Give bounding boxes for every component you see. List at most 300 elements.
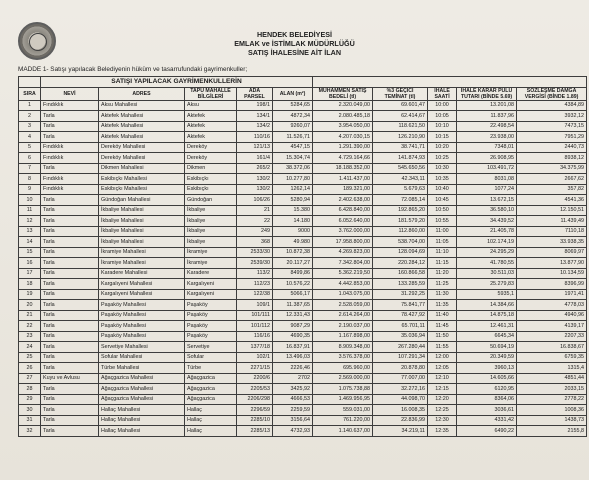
cell-teminat: 32.272,16	[373, 384, 428, 395]
cell-teminat: 44.098,70	[373, 394, 428, 405]
table-row	[19, 352, 587, 363]
cell-saat: 11:25	[428, 279, 457, 290]
cell-damga: 8396,99	[517, 279, 587, 290]
cell-damga: 2440,73	[517, 142, 587, 153]
cell-ada-parsel: 2539/30	[237, 258, 273, 269]
cell-tapu: Hallaç	[185, 405, 237, 416]
cell-tapu: İkramiye	[185, 247, 237, 258]
cell-ada-parsel: 102/1	[237, 352, 273, 363]
table-row	[19, 132, 587, 143]
table-row	[19, 195, 587, 206]
cell-tapu: Sofular	[185, 352, 237, 363]
cell-saat: 12:35	[428, 426, 457, 437]
cell-bedel: 4.269.823,00	[313, 247, 373, 258]
cell-tapu: Aktefek	[185, 132, 237, 143]
cell-sira: 30	[19, 405, 41, 416]
cell-ada-parsel: 2271/15	[237, 363, 273, 374]
cell-damga: 4139,17	[517, 321, 587, 332]
cell-teminat: 34.219,11	[373, 426, 428, 437]
cell-teminat: 128.094,69	[373, 247, 428, 258]
table-row	[19, 289, 587, 300]
cell-sira: 9	[19, 184, 41, 195]
cell-alan: 10.277,80	[273, 174, 313, 185]
cell-sira: 10	[19, 195, 41, 206]
cell-karar-pulu: 13.672,15	[457, 195, 517, 206]
cell-ada-parsel: 2285/13	[237, 426, 273, 437]
cell-damga: 1438,73	[517, 415, 587, 426]
cell-nevi: Tarla	[41, 268, 99, 279]
cell-sira: 5	[19, 142, 41, 153]
cell-tapu: İkbaliye	[185, 216, 237, 227]
cell-damga: 2778,22	[517, 394, 587, 405]
announcement-title: SATIŞ İHALESİNE AİT İLAN	[247, 48, 342, 57]
table-row	[19, 237, 587, 248]
cell-sira: 1	[19, 100, 41, 111]
cell-karar-pulu: 3960,13	[457, 363, 517, 374]
table-row	[19, 363, 587, 374]
cell-adres: Dereköy Mahallesi	[99, 142, 185, 153]
cell-tapu: Eskibıçkı	[185, 174, 237, 185]
cell-bedel: 5.362.219,50	[313, 268, 373, 279]
cell-sira: 15	[19, 247, 41, 258]
cell-nevi: Tarla	[41, 163, 99, 174]
table-row	[19, 184, 587, 195]
cell-karar-pulu: 23.938,00	[457, 132, 517, 143]
cell-saat: 10:40	[428, 184, 457, 195]
cell-karar-pulu: 14.875,18	[457, 310, 517, 321]
cell-ada-parsel: 134/2	[237, 121, 273, 132]
cell-bedel: 1.291.390,00	[313, 142, 373, 153]
cell-teminat: 69.601,47	[373, 100, 428, 111]
cell-ada-parsel: 22	[237, 216, 273, 227]
cell-ada-parsel: 109/1	[237, 300, 273, 311]
cell-nevi: Fındıklık	[41, 142, 99, 153]
cell-saat: 10:05	[428, 111, 457, 122]
cell-adres: Kargalıyeni Mahallesi	[99, 289, 185, 300]
cell-karar-pulu: 1077,24	[457, 184, 517, 195]
cell-saat: 12:30	[428, 415, 457, 426]
cell-sira: 18	[19, 279, 41, 290]
cell-saat: 11:55	[428, 342, 457, 353]
cell-teminat: 78.427,92	[373, 310, 428, 321]
cell-teminat: 118.621,50	[373, 121, 428, 132]
cell-bedel: 2.614.264,00	[313, 310, 373, 321]
cell-teminat: 35.036,94	[373, 331, 428, 342]
cell-ada-parsel: 134/1	[237, 111, 273, 122]
cell-tapu: Hallaç	[185, 426, 237, 437]
cell-bedel: 695.960,00	[313, 363, 373, 374]
cell-teminat: 62.414,67	[373, 111, 428, 122]
cell-bedel: 2.569.000,00	[313, 373, 373, 384]
table-row	[19, 342, 587, 353]
cell-teminat: 77.007,00	[373, 373, 428, 384]
cell-ada-parsel: 122/38	[237, 289, 273, 300]
table-row	[19, 268, 587, 279]
cell-saat: 11:30	[428, 289, 457, 300]
cell-saat: 11:15	[428, 258, 457, 269]
cell-adres: Aktefek Mahallesi	[99, 132, 185, 143]
cell-adres: İkramiye Mahallesi	[99, 258, 185, 269]
cell-damga: 4541,36	[517, 195, 587, 206]
table-row	[19, 121, 587, 132]
cell-karar-pulu: 14.384,66	[457, 300, 517, 311]
col-header-alan: ALAN (m²)	[273, 87, 313, 100]
cell-saat: 12:10	[428, 373, 457, 384]
cell-teminat: 75.841,77	[373, 300, 428, 311]
cell-ada-parsel: 101/112	[237, 321, 273, 332]
cell-karar-pulu: 36.580,10	[457, 205, 517, 216]
cell-ada-parsel: 2285/10	[237, 415, 273, 426]
cell-karar-pulu: 4331,42	[457, 415, 517, 426]
cell-alan: 2226,46	[273, 363, 313, 374]
cell-teminat: 42.343,11	[373, 174, 428, 185]
cell-nevi: Tarla	[41, 195, 99, 206]
cell-saat: 10:15	[428, 132, 457, 143]
cell-damga: 7110,18	[517, 226, 587, 237]
cell-nevi: Tarla	[41, 331, 99, 342]
cell-teminat: 20.878,80	[373, 363, 428, 374]
cell-sira: 16	[19, 258, 41, 269]
cell-ada-parsel: 130/2	[237, 184, 273, 195]
cell-ada-parsel: 265/2	[237, 163, 273, 174]
cell-bedel: 2.190.037,00	[313, 321, 373, 332]
cell-teminat: 72.085,14	[373, 195, 428, 206]
cell-teminat: 192.865,20	[373, 205, 428, 216]
cell-nevi: Tarla	[41, 394, 99, 405]
cell-damga: 1315,4	[517, 363, 587, 374]
cell-tapu: Dikmen	[185, 163, 237, 174]
table-row	[19, 279, 587, 290]
cell-karar-pulu: 14.605,66	[457, 373, 517, 384]
cell-sira: 13	[19, 226, 41, 237]
cell-tapu: Paşaköy	[185, 310, 237, 321]
cell-nevi: Tarla	[41, 237, 99, 248]
cell-damga: 1971,41	[517, 289, 587, 300]
cell-sira: 28	[19, 384, 41, 395]
table-row	[19, 310, 587, 321]
cell-sira: 25	[19, 352, 41, 363]
cell-adres: Gündoğan Mahallesi	[99, 195, 185, 206]
cell-damga: 2207,33	[517, 331, 587, 342]
cell-karar-pulu: 25.279,83	[457, 279, 517, 290]
cell-damga: 12.150,51	[517, 205, 587, 216]
cell-alan: 38.372,06	[273, 163, 313, 174]
cell-adres: Ağaçgazica Mahallesi	[99, 384, 185, 395]
cell-tapu: Paşaköy	[185, 300, 237, 311]
cell-ada-parsel: 112/23	[237, 279, 273, 290]
cell-nevi: Fındıklık	[41, 153, 99, 164]
cell-damga: 8938,12	[517, 153, 587, 164]
cell-adres: Aktefek Mahallesi	[99, 121, 185, 132]
cell-adres: Hallaç Mahallesi	[99, 426, 185, 437]
cell-sira: 11	[19, 205, 41, 216]
cell-bedel: 761.220,00	[313, 415, 373, 426]
table-row	[19, 142, 587, 153]
cell-adres: İkbaliye Mahallesi	[99, 237, 185, 248]
cell-saat: 12:05	[428, 363, 457, 374]
cell-nevi: Tarla	[41, 363, 99, 374]
cell-alan: 5066,17	[273, 289, 313, 300]
cell-adres: Eskibıçkı Mahallesi	[99, 174, 185, 185]
cell-damga: 10.134,59	[517, 268, 587, 279]
cell-bedel: 189.321,00	[313, 184, 373, 195]
col-header-saat: İHALE SAATİ	[428, 87, 457, 100]
cell-sira: 31	[19, 415, 41, 426]
cell-nevi: Fındıklık	[41, 100, 99, 111]
cell-sira: 26	[19, 363, 41, 374]
cell-alan: 15.380	[273, 205, 313, 216]
cell-sira: 7	[19, 163, 41, 174]
cell-adres: İkramiye Mahallesi	[99, 247, 185, 258]
cell-damga: 1008,36	[517, 405, 587, 416]
cell-alan: 4666,53	[273, 394, 313, 405]
cell-nevi: Tarla	[41, 352, 99, 363]
col-header-bedel: MUHAMMEN SATIŞ BEDELİ (tl)	[313, 87, 373, 100]
cell-tapu: Ağaçgazica	[185, 373, 237, 384]
cell-damga: 4940,96	[517, 310, 587, 321]
cell-tapu: Ağaçgazica	[185, 384, 237, 395]
table-row	[19, 426, 587, 437]
cell-sira: 29	[19, 394, 41, 405]
col-header-adres: ADRES	[99, 87, 185, 100]
cell-bedel: 4.729.164,66	[313, 153, 373, 164]
cell-ada-parsel: 21	[237, 205, 273, 216]
cell-karar-pulu: 13.201,08	[457, 100, 517, 111]
cell-bedel: 7.342.804,00	[313, 258, 373, 269]
cell-sira: 12	[19, 216, 41, 227]
table-row	[19, 100, 587, 111]
cell-nevi: Kuyu ve Avlusu	[41, 373, 99, 384]
cell-alan: 5280,94	[273, 195, 313, 206]
cell-ada-parsel: 121/13	[237, 142, 273, 153]
cell-teminat: 112.860,00	[373, 226, 428, 237]
cell-tapu: İkbaliye	[185, 226, 237, 237]
cell-saat: 10:50	[428, 205, 457, 216]
cell-nevi: Tarla	[41, 121, 99, 132]
cell-bedel: 2.528.059,00	[313, 300, 373, 311]
cell-karar-pulu: 30.511,03	[457, 268, 517, 279]
table-row	[19, 153, 587, 164]
cell-sira: 17	[19, 268, 41, 279]
cell-bedel: 4.442.853,00	[313, 279, 373, 290]
table-row	[19, 258, 587, 269]
cell-damga: 11.439,49	[517, 216, 587, 227]
cell-alan: 13.496,03	[273, 352, 313, 363]
table-row	[19, 394, 587, 405]
table-row	[19, 321, 587, 332]
cell-sira: 22	[19, 321, 41, 332]
cell-nevi: Tarla	[41, 415, 99, 426]
cell-bedel: 1.043.075,00	[313, 289, 373, 300]
cell-teminat: 22.836,99	[373, 415, 428, 426]
cell-adres: Ağaçgazica Mahallesi	[99, 394, 185, 405]
cell-ada-parsel: 2205/53	[237, 384, 273, 395]
cell-karar-pulu: 7348,01	[457, 142, 517, 153]
cell-sira: 2	[19, 111, 41, 122]
cell-bedel: 3.762.000,00	[313, 226, 373, 237]
cell-tapu: Dereköy	[185, 142, 237, 153]
cell-saat: 11:10	[428, 247, 457, 258]
cell-tapu: Servetiye	[185, 342, 237, 353]
cell-teminat: 220.284,12	[373, 258, 428, 269]
article-intro: MADDE 1- Satışı yapılacak Belediyenin hüküm ve tasarrufundaki gayrimenkuller;	[18, 66, 248, 73]
cell-adres: Dereköy Mahallesi	[99, 153, 185, 164]
cell-bedel: 2.080.485,18	[313, 111, 373, 122]
table-row	[19, 331, 587, 342]
cell-adres: Kargalıyeni Mahallesi	[99, 279, 185, 290]
cell-alan: 3156,64	[273, 415, 313, 426]
cell-adres: Paşaköy Mahallesi	[99, 331, 185, 342]
cell-damga: 4851,44	[517, 373, 587, 384]
dept-title: EMLAK ve İSTİMLAK MÜDÜRLÜĞÜ	[234, 39, 355, 48]
cell-karar-pulu: 20.349,59	[457, 352, 517, 363]
cell-alan: 15.304,74	[273, 153, 313, 164]
cell-sira: 4	[19, 132, 41, 143]
cell-alan: 9000	[273, 226, 313, 237]
cell-ada-parsel: 106/26	[237, 195, 273, 206]
cell-bedel: 3.576.378,00	[313, 352, 373, 363]
cell-bedel: 1.167.898,00	[313, 331, 373, 342]
cell-teminat: 141.874,93	[373, 153, 428, 164]
cell-sira: 14	[19, 237, 41, 248]
cell-karar-pulu: 22.498,54	[457, 121, 517, 132]
cell-ada-parsel: 2533/30	[237, 247, 273, 258]
cell-nevi: Tarla	[41, 384, 99, 395]
cell-ada-parsel: 2296/59	[237, 405, 273, 416]
cell-adres: Hallaç Mahallesi	[99, 405, 185, 416]
cell-tapu: İkbaliye	[185, 237, 237, 248]
cell-alan: 4690,35	[273, 331, 313, 342]
cell-bedel: 1.075.738,88	[313, 384, 373, 395]
col-header-damga: SÖZLEŞME DAMGA VERGİSİ (BİNDE 1.89)	[517, 87, 587, 100]
cell-damga: 2155,8	[517, 426, 587, 437]
cell-karar-pulu: 11.837,96	[457, 111, 517, 122]
cell-adres: Paşaköy Mahallesi	[99, 300, 185, 311]
cell-sira: 6	[19, 153, 41, 164]
cell-sira: 8	[19, 174, 41, 185]
cell-adres: Aktefek Mahallesi	[99, 111, 185, 122]
cell-saat: 12:00	[428, 352, 457, 363]
cell-ada-parsel: 130/2	[237, 174, 273, 185]
cell-bedel: 559.031,00	[313, 405, 373, 416]
cell-teminat: 16.008,35	[373, 405, 428, 416]
cell-damga: 3932,12	[517, 111, 587, 122]
cell-tapu: Karadere	[185, 268, 237, 279]
cell-teminat: 126.210,90	[373, 132, 428, 143]
cell-nevi: Tarla	[41, 300, 99, 311]
cell-karar-pulu: 26.908,95	[457, 153, 517, 164]
cell-sira: 27	[19, 373, 41, 384]
cell-adres: Sofular Mahallesi	[99, 352, 185, 363]
cell-teminat: 38.741,71	[373, 142, 428, 153]
cell-alan: 9087,29	[273, 321, 313, 332]
cell-saat: 10:30	[428, 163, 457, 174]
cell-bedel: 18.188.352,00	[313, 163, 373, 174]
cell-saat: 11:50	[428, 331, 457, 342]
cell-nevi: Tarla	[41, 405, 99, 416]
cell-tapu: Kargalıyeni	[185, 279, 237, 290]
cell-ada-parsel: 161/4	[237, 153, 273, 164]
cell-alan: 5284,65	[273, 100, 313, 111]
cell-alan: 14.180	[273, 216, 313, 227]
cell-alan: 2702	[273, 373, 313, 384]
cell-tapu: İkramiye	[185, 258, 237, 269]
cell-nevi: Tarla	[41, 258, 99, 269]
cell-ada-parsel: 116/16	[237, 331, 273, 342]
cell-tapu: Aktefek	[185, 111, 237, 122]
cell-alan: 4547,15	[273, 142, 313, 153]
cell-ada-parsel: 110/16	[237, 132, 273, 143]
cell-nevi: Tarla	[41, 310, 99, 321]
cell-adres: Paşaköy Mahallesi	[99, 310, 185, 321]
cell-adres: Eskibıçkı Mahallesi	[99, 184, 185, 195]
cell-adres: Hallaç Mahallesi	[99, 415, 185, 426]
cell-bedel: 6.052.640,00	[313, 216, 373, 227]
cell-sira: 23	[19, 331, 41, 342]
cell-ada-parsel: 1377/18	[237, 342, 273, 353]
cell-teminat: 267.280,44	[373, 342, 428, 353]
cell-adres: İkbaliye Mahallesi	[99, 205, 185, 216]
cell-teminat: 160.866,58	[373, 268, 428, 279]
org-title: HENDEK BELEDİYESİ	[256, 30, 333, 39]
cell-adres: İkbaliye Mahallesi	[99, 216, 185, 227]
cell-bedel: 1.469.956,95	[313, 394, 373, 405]
table-row	[19, 111, 587, 122]
cell-teminat: 107.291,34	[373, 352, 428, 363]
table-body	[19, 100, 587, 436]
cell-ada-parsel: 113/2	[237, 268, 273, 279]
table-row	[19, 163, 587, 174]
cell-nevi: Tarla	[41, 216, 99, 227]
cell-nevi: Fındıklık	[41, 184, 99, 195]
cell-damga: 13.877,90	[517, 258, 587, 269]
cell-ada-parsel: 2206/298	[237, 394, 273, 405]
cell-sira: 3	[19, 121, 41, 132]
cell-alan: 3425,92	[273, 384, 313, 395]
cell-adres: Türbe Mahallesi	[99, 363, 185, 374]
cell-adres: İkbaliye Mahallesi	[99, 226, 185, 237]
cell-ada-parsel: 2200/6	[237, 373, 273, 384]
cell-saat: 12:15	[428, 384, 457, 395]
cell-alan: 10.576,22	[273, 279, 313, 290]
cell-teminat: 545.650,56	[373, 163, 428, 174]
cell-bedel: 2.320.049,00	[313, 100, 373, 111]
cell-nevi: Tarla	[41, 132, 99, 143]
cell-tapu: Eskibıçkı	[185, 184, 237, 195]
cell-alan: 11.526,71	[273, 132, 313, 143]
cell-alan: 9260,07	[273, 121, 313, 132]
cell-alan: 4732,93	[273, 426, 313, 437]
cell-bedel: 6.428.840,00	[313, 205, 373, 216]
cell-teminat: 133.285,59	[373, 279, 428, 290]
cell-saat: 11:40	[428, 310, 457, 321]
cell-nevi: Tarla	[41, 247, 99, 258]
cell-saat: 10:00	[428, 100, 457, 111]
cell-saat: 10:25	[428, 153, 457, 164]
table-row	[19, 373, 587, 384]
cell-saat: 11:35	[428, 300, 457, 311]
cell-saat: 12:20	[428, 394, 457, 405]
table-row	[19, 300, 587, 311]
cell-karar-pulu: 6120,95	[457, 384, 517, 395]
cell-tapu: Gündoğan	[185, 195, 237, 206]
cell-nevi: Tarla	[41, 205, 99, 216]
cell-adres: Paşaköy Mahallesi	[99, 321, 185, 332]
cell-tapu: İkbaliye	[185, 205, 237, 216]
cell-alan: 1262,14	[273, 184, 313, 195]
cell-saat: 10:20	[428, 142, 457, 153]
cell-saat: 10:55	[428, 216, 457, 227]
